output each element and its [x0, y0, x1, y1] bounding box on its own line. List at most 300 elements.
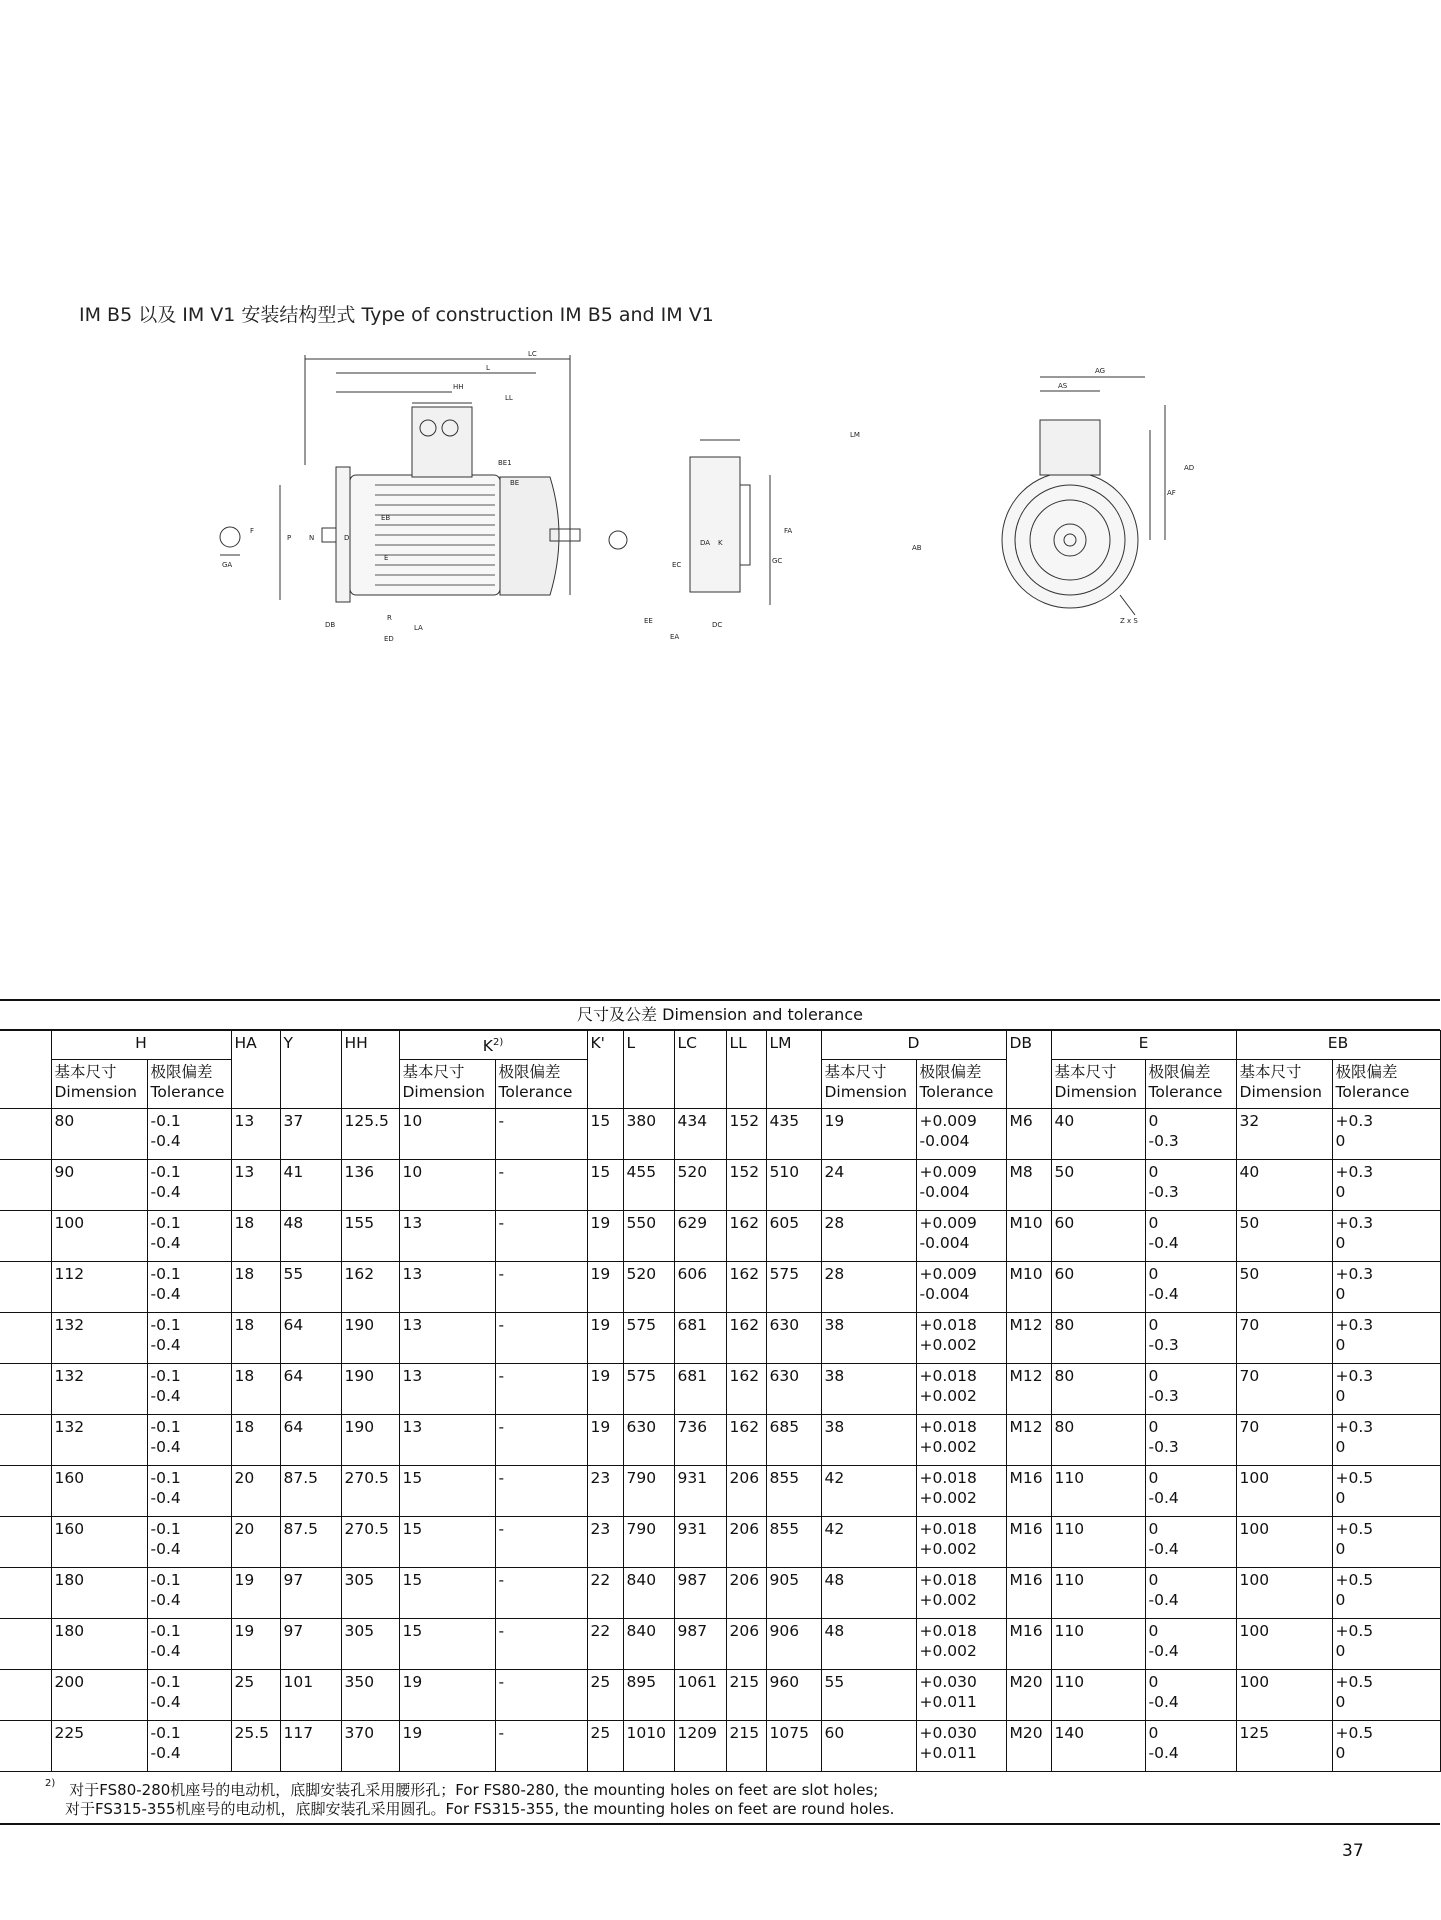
cell-eb-tolerance: +0.3 0 [1332, 1262, 1440, 1313]
label-AB: AB [912, 544, 922, 552]
cell-ha: 18 [231, 1364, 280, 1415]
label-GC: GC [772, 557, 783, 565]
col-HA: HA [231, 1031, 280, 1109]
subheader-EB-tolerance: 极限偏差 Tolerance [1332, 1060, 1440, 1109]
cell-kp: 15 [587, 1160, 623, 1211]
cell-e: 110 [1051, 1670, 1145, 1721]
cell-eb-tolerance: +0.5 0 [1332, 1568, 1440, 1619]
cell-ha: 18 [231, 1415, 280, 1466]
row-blank-cell [0, 1517, 51, 1568]
label-P: P [287, 534, 292, 542]
cell-kp: 23 [587, 1517, 623, 1568]
row-blank-cell [0, 1670, 51, 1721]
table-caption: 尺寸及公差 Dimension and tolerance [0, 999, 1440, 1030]
cell-kp: 22 [587, 1568, 623, 1619]
cell-l: 575 [623, 1364, 674, 1415]
blank-header [0, 1031, 51, 1109]
label-BE1: BE1 [498, 459, 512, 467]
cell-e: 50 [1051, 1160, 1145, 1211]
cell-e-tolerance: 0 -0.4 [1145, 1619, 1236, 1670]
cell-e-tolerance: 0 -0.3 [1145, 1313, 1236, 1364]
footnote-marker: 2) [45, 1778, 56, 1789]
cell-h-tolerance: -0.1 -0.4 [147, 1313, 231, 1364]
row-blank-cell [0, 1313, 51, 1364]
cell-d: 55 [821, 1670, 916, 1721]
subheader-H-tolerance: 极限偏差 Tolerance [147, 1060, 231, 1109]
cell-d: 48 [821, 1619, 916, 1670]
cell-h: 200 [51, 1670, 147, 1721]
label-BE: BE [510, 479, 520, 487]
label-AG: AG [1095, 367, 1106, 375]
cell-l: 790 [623, 1466, 674, 1517]
dimension-table-section [0, 999, 1440, 1772]
cell-d-tolerance: +0.018 +0.002 [916, 1619, 1006, 1670]
label-D: D [344, 534, 350, 542]
cell-e: 110 [1051, 1619, 1145, 1670]
cell-hh: 125.5 [341, 1109, 399, 1160]
dimension-table [0, 1030, 1441, 1772]
col-DB: DB [1006, 1031, 1051, 1109]
table-row [0, 1721, 1440, 1772]
cell-eb: 50 [1236, 1211, 1332, 1262]
cell-eb: 70 [1236, 1364, 1332, 1415]
cell-kp: 22 [587, 1619, 623, 1670]
cell-eb: 70 [1236, 1313, 1332, 1364]
cell-eb-tolerance: +0.3 0 [1332, 1313, 1440, 1364]
cell-d: 42 [821, 1466, 916, 1517]
cell-e-tolerance: 0 -0.4 [1145, 1466, 1236, 1517]
cell-d-tolerance: +0.009 -0.004 [916, 1160, 1006, 1211]
label-LM: LM [850, 431, 860, 439]
label-LA: LA [414, 624, 423, 632]
cell-k: 15 [399, 1619, 495, 1670]
cell-eb: 70 [1236, 1415, 1332, 1466]
subheader-H-dimension: 基本尺寸 Dimension [51, 1060, 147, 1109]
cell-e: 80 [1051, 1364, 1145, 1415]
cell-ha: 19 [231, 1619, 280, 1670]
row-blank-cell [0, 1466, 51, 1517]
col-K: $K^{2)}$ [399, 1031, 587, 1060]
cell-k: 13 [399, 1364, 495, 1415]
label-EA: EA [670, 633, 680, 641]
cell-y: 97 [280, 1568, 341, 1619]
cell-h-tolerance: -0.1 -0.4 [147, 1160, 231, 1211]
cell-h-tolerance: -0.1 -0.4 [147, 1517, 231, 1568]
col-L: L [623, 1031, 674, 1109]
cell-eb: 40 [1236, 1160, 1332, 1211]
cell-l: 790 [623, 1517, 674, 1568]
label-L: L [486, 364, 490, 372]
cell-d-tolerance: +0.018 +0.002 [916, 1517, 1006, 1568]
cell-eb-tolerance: +0.3 0 [1332, 1211, 1440, 1262]
label-AS: AS [1058, 382, 1068, 390]
cell-ha: 13 [231, 1160, 280, 1211]
cell-ll: 215 [726, 1721, 766, 1772]
col-Kprime: K' [587, 1031, 623, 1109]
cell-h-tolerance: -0.1 -0.4 [147, 1619, 231, 1670]
cell-hh: 305 [341, 1619, 399, 1670]
cell-l: 520 [623, 1262, 674, 1313]
cell-y: 37 [280, 1109, 341, 1160]
footnote-line-2: 对于FS315-355机座号的电动机，底脚安装孔采用圆孔。For FS315-355, the mounting holes on feet are round holes. [65, 1800, 895, 1818]
col-LC: LC [674, 1031, 726, 1109]
col-LL: LL [726, 1031, 766, 1109]
cell-h-tolerance: -0.1 -0.4 [147, 1670, 231, 1721]
cell-ha: 18 [231, 1211, 280, 1262]
table-row [0, 1364, 1440, 1415]
cell-l: 840 [623, 1568, 674, 1619]
cell-h: 100 [51, 1211, 147, 1262]
cell-lm: 510 [766, 1160, 821, 1211]
cell-db: M12 [1006, 1313, 1051, 1364]
cell-d-tolerance: +0.018 +0.002 [916, 1568, 1006, 1619]
cell-hh: 350 [341, 1670, 399, 1721]
cell-h: 132 [51, 1364, 147, 1415]
cell-h-tolerance: -0.1 -0.4 [147, 1262, 231, 1313]
table-row [0, 1160, 1440, 1211]
subheader-K-tolerance: 极限偏差 Tolerance [495, 1060, 587, 1109]
cell-h: 160 [51, 1517, 147, 1568]
cell-hh: 190 [341, 1313, 399, 1364]
footnote-line-1: 对于FS80-280机座号的电动机，底脚安装孔采用腰形孔；For FS80-280, the mounting holes on feet are slot holes; [69, 1781, 879, 1799]
cell-eb: 100 [1236, 1466, 1332, 1517]
cell-lc: 606 [674, 1262, 726, 1313]
cell-eb-tolerance: +0.3 0 [1332, 1160, 1440, 1211]
cell-k_tol: - [495, 1721, 587, 1772]
cell-y: 64 [280, 1364, 341, 1415]
cell-h-tolerance: -0.1 -0.4 [147, 1109, 231, 1160]
cell-d: 48 [821, 1568, 916, 1619]
cell-lm: 855 [766, 1466, 821, 1517]
table-row [0, 1313, 1440, 1364]
cell-e: 60 [1051, 1211, 1145, 1262]
cell-d: 60 [821, 1721, 916, 1772]
cell-e-tolerance: 0 -0.3 [1145, 1160, 1236, 1211]
cell-lc: 1061 [674, 1670, 726, 1721]
cell-lc: 1209 [674, 1721, 726, 1772]
cell-lm: 1075 [766, 1721, 821, 1772]
cell-kp: 19 [587, 1262, 623, 1313]
cell-k: 15 [399, 1466, 495, 1517]
cell-eb-tolerance: +0.5 0 [1332, 1517, 1440, 1568]
cell-e: 140 [1051, 1721, 1145, 1772]
cell-lc: 434 [674, 1109, 726, 1160]
cell-k_tol: - [495, 1364, 587, 1415]
cell-db: M16 [1006, 1466, 1051, 1517]
cell-h-tolerance: -0.1 -0.4 [147, 1415, 231, 1466]
label-ZS: Z x S [1120, 617, 1138, 625]
cell-d-tolerance: +0.009 -0.004 [916, 1262, 1006, 1313]
cell-ll: 162 [726, 1415, 766, 1466]
cell-e: 40 [1051, 1109, 1145, 1160]
cell-kp: 25 [587, 1721, 623, 1772]
cell-d: 38 [821, 1415, 916, 1466]
label-ED: ED [384, 635, 394, 643]
cell-lm: 960 [766, 1670, 821, 1721]
cell-k: 15 [399, 1517, 495, 1568]
label-K: K [718, 539, 723, 547]
cell-d: 28 [821, 1262, 916, 1313]
cell-hh: 155 [341, 1211, 399, 1262]
cell-e-tolerance: 0 -0.4 [1145, 1517, 1236, 1568]
row-blank-cell [0, 1109, 51, 1160]
cell-ll: 162 [726, 1313, 766, 1364]
cell-eb-tolerance: +0.3 0 [1332, 1364, 1440, 1415]
cell-lm: 855 [766, 1517, 821, 1568]
cell-ha: 20 [231, 1466, 280, 1517]
row-blank-cell [0, 1364, 51, 1415]
cell-ll: 152 [726, 1160, 766, 1211]
cell-lc: 520 [674, 1160, 726, 1211]
cell-hh: 162 [341, 1262, 399, 1313]
cell-y: 64 [280, 1313, 341, 1364]
cell-db: M16 [1006, 1517, 1051, 1568]
cell-k_tol: - [495, 1211, 587, 1262]
label-EC: EC [672, 561, 682, 569]
cell-h: 90 [51, 1160, 147, 1211]
cell-ha: 25 [231, 1670, 280, 1721]
subheader-EB-dimension: 基本尺寸 Dimension [1236, 1060, 1332, 1109]
cell-lc: 681 [674, 1364, 726, 1415]
cell-y: 48 [280, 1211, 341, 1262]
cell-e-tolerance: 0 -0.4 [1145, 1568, 1236, 1619]
cell-eb-tolerance: +0.5 0 [1332, 1619, 1440, 1670]
cell-d: 38 [821, 1313, 916, 1364]
cell-kp: 15 [587, 1109, 623, 1160]
table-row [0, 1466, 1440, 1517]
label-AD: AD [1184, 464, 1195, 472]
cell-d-tolerance: +0.018 +0.002 [916, 1415, 1006, 1466]
cell-k: 10 [399, 1109, 495, 1160]
page-number: 37 [1342, 1841, 1364, 1861]
cell-d-tolerance: +0.018 +0.002 [916, 1466, 1006, 1517]
cell-ha: 19 [231, 1568, 280, 1619]
cell-y: 117 [280, 1721, 341, 1772]
cell-db: M8 [1006, 1160, 1051, 1211]
cell-k: 13 [399, 1313, 495, 1364]
label-LL: LL [505, 394, 513, 402]
cell-lc: 736 [674, 1415, 726, 1466]
cell-e-tolerance: 0 -0.4 [1145, 1211, 1236, 1262]
cell-h: 112 [51, 1262, 147, 1313]
col-E: E [1051, 1031, 1236, 1060]
cell-y: 87.5 [280, 1517, 341, 1568]
label-FA: FA [784, 527, 793, 535]
cell-h-tolerance: -0.1 -0.4 [147, 1568, 231, 1619]
subheader-D-dimension: 基本尺寸 Dimension [821, 1060, 916, 1109]
cell-k_tol: - [495, 1109, 587, 1160]
label-E: E [384, 554, 389, 562]
section-title: IM B5 以及 IM V1 安装结构型式 Type of construction IM B5 and IM V1 [79, 304, 714, 326]
cell-d: 38 [821, 1364, 916, 1415]
cell-ll: 162 [726, 1364, 766, 1415]
cell-h: 132 [51, 1415, 147, 1466]
cell-l: 1010 [623, 1721, 674, 1772]
cell-k_tol: - [495, 1670, 587, 1721]
table-row [0, 1670, 1440, 1721]
cell-l: 380 [623, 1109, 674, 1160]
cell-l: 895 [623, 1670, 674, 1721]
cell-ll: 206 [726, 1568, 766, 1619]
footer-rule [0, 1823, 1440, 1825]
cell-y: 55 [280, 1262, 341, 1313]
cell-db: M10 [1006, 1211, 1051, 1262]
cell-eb: 100 [1236, 1670, 1332, 1721]
cell-db: M16 [1006, 1568, 1051, 1619]
cell-e: 80 [1051, 1415, 1145, 1466]
cell-e-tolerance: 0 -0.3 [1145, 1364, 1236, 1415]
label-HH: HH [453, 383, 464, 391]
subheader-E-dimension: 基本尺寸 Dimension [1051, 1060, 1145, 1109]
cell-lm: 435 [766, 1109, 821, 1160]
footnote [45, 1777, 894, 1819]
cell-d-tolerance: +0.030 +0.011 [916, 1721, 1006, 1772]
cell-ha: 18 [231, 1262, 280, 1313]
cell-kp: 19 [587, 1364, 623, 1415]
cell-e-tolerance: 0 -0.4 [1145, 1670, 1236, 1721]
cell-ha: 20 [231, 1517, 280, 1568]
cell-db: M20 [1006, 1670, 1051, 1721]
cell-lc: 987 [674, 1568, 726, 1619]
table-row [0, 1517, 1440, 1568]
cell-lm: 630 [766, 1364, 821, 1415]
cell-ll: 162 [726, 1262, 766, 1313]
subheader-K-dimension: 基本尺寸 Dimension [399, 1060, 495, 1109]
cell-k_tol: - [495, 1466, 587, 1517]
cell-h-tolerance: -0.1 -0.4 [147, 1211, 231, 1262]
cell-db: M10 [1006, 1262, 1051, 1313]
cell-hh: 370 [341, 1721, 399, 1772]
cell-h: 180 [51, 1619, 147, 1670]
motor-dimension-drawings [222, 345, 1195, 675]
cell-db: M16 [1006, 1619, 1051, 1670]
cell-kp: 19 [587, 1415, 623, 1466]
cell-e: 110 [1051, 1517, 1145, 1568]
label-GA: GA [222, 561, 233, 569]
table-row [0, 1619, 1440, 1670]
cell-eb: 100 [1236, 1568, 1332, 1619]
row-blank-cell [0, 1160, 51, 1211]
row-blank-cell [0, 1619, 51, 1670]
label-AF: AF [1167, 489, 1176, 497]
row-blank-cell [0, 1262, 51, 1313]
cell-h-tolerance: -0.1 -0.4 [147, 1466, 231, 1517]
cell-h: 80 [51, 1109, 147, 1160]
cell-lm: 575 [766, 1262, 821, 1313]
col-H: H [51, 1031, 231, 1060]
cell-lm: 630 [766, 1313, 821, 1364]
cell-lm: 685 [766, 1415, 821, 1466]
cell-k: 13 [399, 1211, 495, 1262]
cell-hh: 136 [341, 1160, 399, 1211]
cell-ll: 206 [726, 1517, 766, 1568]
cell-y: 101 [280, 1670, 341, 1721]
cell-eb-tolerance: +0.5 0 [1332, 1466, 1440, 1517]
cell-y: 87.5 [280, 1466, 341, 1517]
table-row [0, 1109, 1440, 1160]
cell-ha: 25.5 [231, 1721, 280, 1772]
cell-k_tol: - [495, 1313, 587, 1364]
cell-hh: 305 [341, 1568, 399, 1619]
cell-l: 455 [623, 1160, 674, 1211]
cell-ha: 18 [231, 1313, 280, 1364]
cell-eb: 125 [1236, 1721, 1332, 1772]
cell-k: 19 [399, 1670, 495, 1721]
cell-l: 550 [623, 1211, 674, 1262]
cell-e: 110 [1051, 1466, 1145, 1517]
cell-k_tol: - [495, 1517, 587, 1568]
cell-eb: 50 [1236, 1262, 1332, 1313]
row-blank-cell [0, 1568, 51, 1619]
label-LC: LC [528, 350, 537, 358]
cell-k: 13 [399, 1415, 495, 1466]
col-EB: EB [1236, 1031, 1440, 1060]
cell-db: M12 [1006, 1364, 1051, 1415]
label-R: R [387, 614, 392, 622]
cell-d: 24 [821, 1160, 916, 1211]
cell-lc: 629 [674, 1211, 726, 1262]
cell-eb-tolerance: +0.5 0 [1332, 1670, 1440, 1721]
cell-eb: 100 [1236, 1517, 1332, 1568]
subheader-E-tolerance: 极限偏差 Tolerance [1145, 1060, 1236, 1109]
cell-d-tolerance: +0.018 +0.002 [916, 1313, 1006, 1364]
cell-e-tolerance: 0 -0.4 [1145, 1262, 1236, 1313]
cell-ll: 206 [726, 1466, 766, 1517]
row-blank-cell [0, 1415, 51, 1466]
cell-k: 15 [399, 1568, 495, 1619]
cell-h-tolerance: -0.1 -0.4 [147, 1364, 231, 1415]
cell-ll: 162 [726, 1211, 766, 1262]
cell-eb: 100 [1236, 1619, 1332, 1670]
cell-db: M6 [1006, 1109, 1051, 1160]
cell-d: 28 [821, 1211, 916, 1262]
cell-kp: 19 [587, 1211, 623, 1262]
cell-hh: 190 [341, 1364, 399, 1415]
cell-k_tol: - [495, 1160, 587, 1211]
row-blank-cell [0, 1211, 51, 1262]
col-Y: Y [280, 1031, 341, 1109]
cell-eb-tolerance: +0.5 0 [1332, 1721, 1440, 1772]
cell-d-tolerance: +0.009 -0.004 [916, 1211, 1006, 1262]
cell-k: 10 [399, 1160, 495, 1211]
cell-h: 132 [51, 1313, 147, 1364]
label-DA: DA [700, 539, 711, 547]
cell-ha: 13 [231, 1109, 280, 1160]
cell-db: M12 [1006, 1415, 1051, 1466]
col-D: D [821, 1031, 1006, 1060]
cell-e: 60 [1051, 1262, 1145, 1313]
cell-y: 64 [280, 1415, 341, 1466]
table-row [0, 1568, 1440, 1619]
label-EE: EE [644, 617, 653, 625]
cell-eb: 32 [1236, 1109, 1332, 1160]
cell-db: M20 [1006, 1721, 1051, 1772]
cell-d-tolerance: +0.009 -0.004 [916, 1109, 1006, 1160]
cell-eb-tolerance: +0.3 0 [1332, 1109, 1440, 1160]
cell-y: 41 [280, 1160, 341, 1211]
table-row [0, 1415, 1440, 1466]
cell-eb-tolerance: +0.3 0 [1332, 1415, 1440, 1466]
cell-h: 180 [51, 1568, 147, 1619]
table-row [0, 1262, 1440, 1313]
cell-hh: 270.5 [341, 1517, 399, 1568]
label-N: N [309, 534, 315, 542]
cell-k_tol: - [495, 1568, 587, 1619]
cell-hh: 190 [341, 1415, 399, 1466]
cell-kp: 25 [587, 1670, 623, 1721]
cell-lc: 987 [674, 1619, 726, 1670]
cell-ll: 152 [726, 1109, 766, 1160]
